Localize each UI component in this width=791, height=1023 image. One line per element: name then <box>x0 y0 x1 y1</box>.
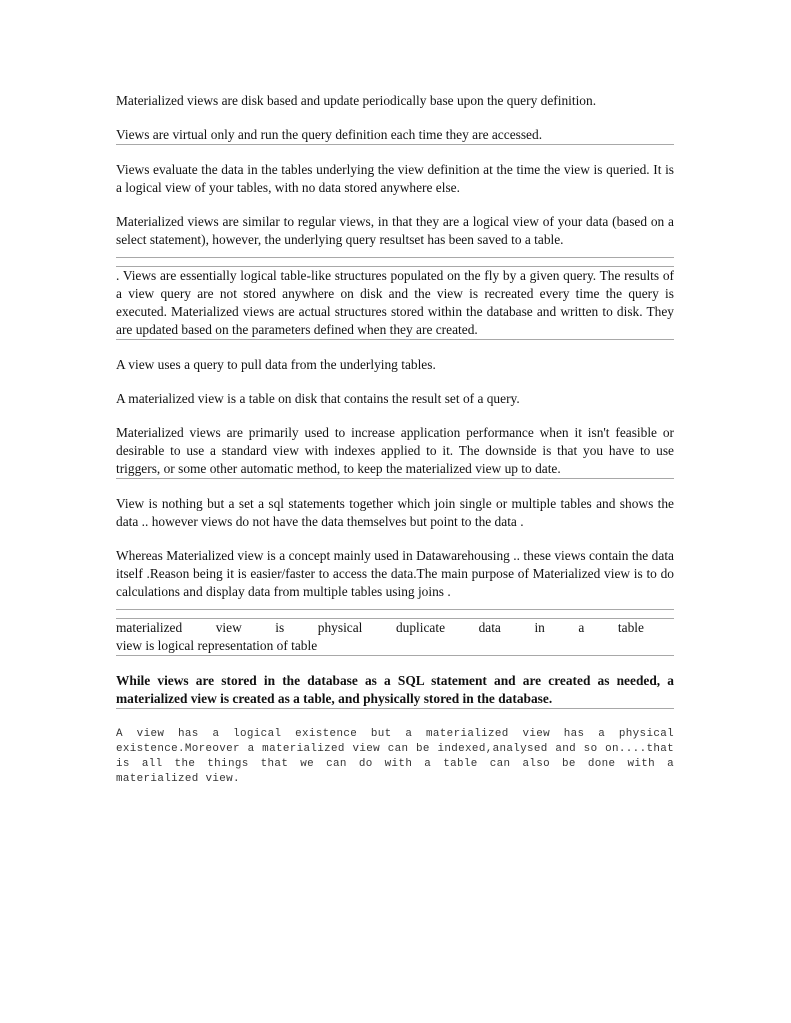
word: a <box>578 620 585 635</box>
paragraph-5: . Views are essentially logical table-like structures populated on the fly by a given query. The results of a view query are not stored anywhere on disk and the view is recreated every time the query is executed. Materialized views are actual structures stored within the database and written to disk. They are updated based on the parameters defined when they are created. <box>116 266 674 340</box>
spread-line <box>116 619 674 637</box>
paragraph-4: Materialized views are similar to regular views, in that they are a logical view of your data (based on a select statement), however, the underlying query resultset has been saved to a table. <box>116 213 674 258</box>
paragraph-6: A view uses a query to pull data from the underlying tables. <box>116 357 436 372</box>
word: table <box>617 620 644 635</box>
paragraph-7: A materialized view is a table on disk that contains the result set of a query. <box>116 391 520 406</box>
paragraph-1: Materialized views are disk based and update periodically base upon the query definition. <box>116 93 597 108</box>
paragraph-13: A view has a logical existence but a materialized view has a physical existence.Moreover a materialized view can be indexed,analysed and so on....that is all the things that we can do with a table can also be done with a materialized view. <box>116 728 674 785</box>
word: data <box>478 620 501 635</box>
word: physical <box>317 620 363 635</box>
document-page <box>116 92 674 787</box>
paragraph-3: Views evaluate the data in the tables underlying the view definition at the time the view is queried. It is a logical view of your tables, with no data stored anywhere else. <box>116 162 674 195</box>
paragraph-12: While views are stored in the database as a SQL statement and are created as needed, a materialized view is created as a table, and physically stored in the database. <box>116 672 674 709</box>
word: duplicate <box>395 620 446 635</box>
paragraph-11 <box>116 618 674 656</box>
paragraph-9: View is nothing but a set a sql statements together which join single or multiple tables and shows the data .. however views do not have the data themselves but point to the data . <box>116 496 674 529</box>
word: view <box>215 620 242 635</box>
word: is <box>275 620 285 635</box>
paragraph-10: Whereas Materialized view is a concept mainly used in Datawarehousing .. these views contain the data itself .Reason being it is easier/faster to access the data.The main purpose of Materialized view is to do calculations and display data from multiple tables using joins . <box>116 547 674 610</box>
word: in <box>534 620 545 635</box>
paragraph-11-line-2: view is logical representation of table <box>116 638 318 653</box>
word: materialized <box>116 620 183 635</box>
paragraph-8: Materialized views are primarily used to increase application performance when it isn't feasible or desirable to use a standard view with indexes applied to it. The downside is that you have to use triggers, or some other automatic method, to keep the materialized view up to date. <box>116 424 674 479</box>
paragraph-2: Views are virtual only and run the query definition each time they are accessed. <box>116 126 674 145</box>
